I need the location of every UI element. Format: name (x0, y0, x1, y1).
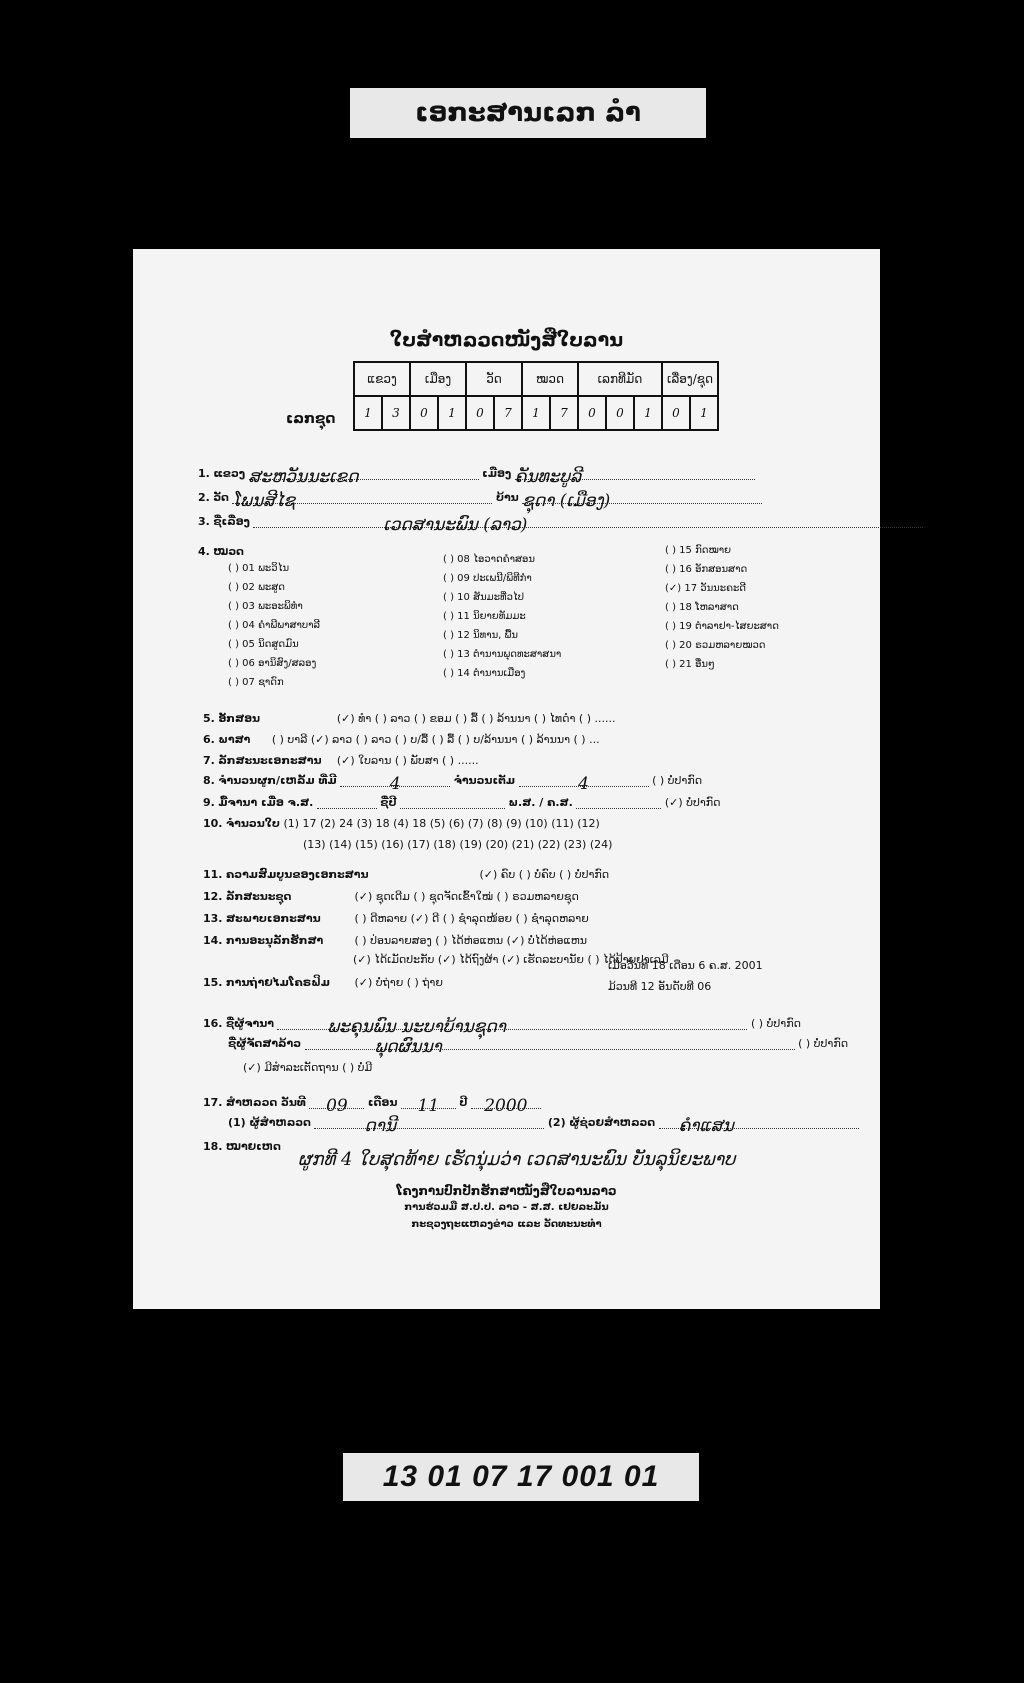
code-label: ເລກຊຸດ (286, 411, 336, 427)
field-label: ພາສາ (218, 733, 251, 746)
remarks-value: ຜູກທີ 4 ໃບສຸດທ້າຍ ເຮັດນຸ່ມວ່າ ເວດສານະພົນ ບັນລຸນິຍະພາບ (298, 1149, 736, 1170)
survey-month: 11 (401, 1096, 456, 1109)
field-leaf-count-row (203, 817, 600, 830)
assistant-value: ຄໍາແສນ (659, 1116, 859, 1129)
field-label: ຊື່ຜູ້ຈັດສາລ້າວ (228, 1037, 302, 1050)
field-number: 9. (203, 796, 215, 809)
field-label: ບ້ານ (495, 491, 519, 504)
record-options[interactable]: (✓) ມີສໍາລະເຕັດຖານ ( ) ບໍ່ມີ (243, 1061, 373, 1074)
field-label: (1) ຜູ້ສໍາຫລວດ (228, 1116, 311, 1129)
field-label: ຊື່ຜູ້ຈານາ (226, 1017, 274, 1030)
surveyor-value: ດານີ (314, 1116, 544, 1129)
year-name-line (400, 796, 505, 809)
field-option[interactable]: ( ) ບໍ່ປາກົດ (652, 774, 703, 787)
field-label: ການຖ່າຍໄມໂຄຣຟິມ (226, 976, 330, 989)
category-option[interactable]: ( ) 10 ສັນມະທີ່ວໄປ (443, 592, 525, 603)
document-type-options[interactable]: (✓) ໃບລານ ( ) ພັບສາ ( ) ...... (336, 754, 479, 767)
code-digit: 7 (550, 396, 578, 430)
category-option[interactable]: ( ) 02 ພະສູດ (228, 582, 285, 593)
field-remarks-row (203, 1140, 281, 1153)
code-digit: 1 (690, 396, 718, 430)
cs-year-line (317, 796, 377, 809)
category-option[interactable]: ( ) 14 ຕໍານານເມືອງ (443, 668, 526, 679)
code-digit-row (354, 396, 718, 430)
field-temple-row (198, 491, 762, 511)
field-label: ຄວາມສົມບູນຂອງເອກະສານ (226, 868, 369, 881)
copyist-value: ພະຄຸນພົນ ນະບາບ້ານຊຸດາ (277, 1017, 747, 1030)
code-digit: 0 (606, 396, 634, 430)
category-option[interactable]: ( ) 05 ນິດສູດມົນ (228, 639, 299, 650)
field-option[interactable]: (✓) ບໍ່ປາກົດ (664, 796, 721, 809)
category-option[interactable]: ( ) 12 ນິທານ, ພື້ນ (443, 630, 518, 641)
category-option[interactable]: ( ) 06 ອານິສົງ/ສລອງ (228, 658, 317, 669)
code-digit: 0 (466, 396, 494, 430)
field-label: ສໍາຫລວດ ວັນທີ (226, 1096, 306, 1109)
survey-day: 09 (309, 1096, 364, 1109)
category-option[interactable]: ( ) 03 ພະອະພິທໍາ (228, 601, 303, 612)
code-header: ແຂວງ (354, 362, 410, 396)
field-label: ວັດ (213, 491, 229, 504)
title-value: ເວດສານະພົນ (ລາວ) (253, 515, 923, 528)
field-number: 16. (203, 1017, 223, 1030)
code-digit: 0 (410, 396, 438, 430)
field-label: (2) ຜູ້ຊ່ວຍສໍາຫລວດ (547, 1116, 656, 1129)
conservation-options[interactable]: ( ) ປ່ອນລາຍສອງ ( ) ໄດ້ຫ່ອແຫນ (✓) ບໍ່ໄດ້ຫ່ອແຫນ (354, 934, 587, 947)
field-label: ເມືອງ (482, 467, 512, 480)
field-label: ເດືອນ (367, 1096, 398, 1109)
field-number: 6. (203, 733, 215, 746)
province-value: ສະຫວັນນະເຂດ (249, 467, 479, 480)
field-label: ຈໍານວນໃບ (226, 817, 280, 830)
field-label: ລັກສະນະເອກະສານ (218, 754, 322, 767)
field-condition-row (203, 912, 589, 925)
field-number: 1. (198, 467, 210, 480)
category-option[interactable]: ( ) 11 ນິຍາຍທັມມະ (443, 611, 526, 622)
category-option[interactable]: ( ) 21 ອື່ນໆ (665, 659, 715, 670)
field-document-type-row (203, 754, 479, 767)
category-option[interactable]: ( ) 13 ຕໍານານພຸດທະສາສນາ (443, 649, 562, 660)
code-table (353, 361, 719, 431)
field-province-row (198, 467, 755, 487)
field-number: 14. (203, 934, 223, 947)
field-number: 12. (203, 890, 223, 903)
field-number: 11. (203, 868, 223, 881)
code-digit: 0 (578, 396, 606, 430)
header-label: ເອກະສານເລກ ລໍາ (350, 88, 706, 138)
field-number: 4. (198, 545, 210, 558)
leaf-count-line: (1) 17 (2) 24 (3) 18 (4) 18 (5) (6) (7) (8) (9) (10) (11) (12) (283, 817, 600, 830)
temple-value: ໂພນສີໄຊ (232, 491, 492, 504)
survey-year: 2000 (471, 1096, 541, 1109)
field-number: 2. (198, 491, 210, 504)
field-label: ຈໍານວນຜູກ/ເຫລັ້ມ ທີ່ມີ (218, 774, 337, 787)
field-sponsor-row (228, 1037, 849, 1057)
field-volume-count-row (203, 774, 703, 794)
code-digit: 3 (382, 396, 410, 430)
code-header: ເມືອງ (410, 362, 466, 396)
code-header: ໝວດ (522, 362, 578, 396)
field-completeness-row (203, 868, 609, 881)
district-value: ຄັນທະບູລີ (515, 467, 755, 480)
microfilm-options[interactable]: (✓) ບໍ່ຖ່າຍ ( ) ຖ່າຍ (354, 976, 443, 989)
category-option[interactable]: ( ) 08 ໄອວາດຄໍາສອນ (443, 554, 535, 565)
category-option[interactable]: ( ) 01 ພະວິໄນ (228, 563, 290, 574)
category-option[interactable]: ( ) 16 ອັກສອນສາດ (665, 564, 748, 575)
field-number: 8. (203, 774, 215, 787)
field-date-written-row (203, 796, 721, 809)
full-count-value: 4 (519, 774, 649, 787)
category-option[interactable]: ( ) 07 ຊາດົກ (228, 677, 284, 688)
field-label: ໝວດ (213, 545, 244, 558)
field-script-row (203, 712, 615, 725)
field-label: ຊື່ເລື່ອງ (213, 515, 250, 528)
set-type-options[interactable]: (✓) ຊຸດເດີມ ( ) ຊຸດຈັດເຂົ້າໃໝ່ ( ) ຣວມຫລາຍຊຸດ (354, 890, 579, 903)
field-number: 15. (203, 976, 223, 989)
field-label: ພ.ສ. / ຄ.ສ. (508, 796, 573, 809)
field-option[interactable]: ( ) ບໍ່ປາກົດ (750, 1017, 801, 1030)
footer-cooperation: ການຮ່ວມມື ສ.ປ.ປ. ລາວ - ສ.ສ. ເຢຍລະມັນ (404, 1202, 609, 1213)
sponsor-value: ພຸດຜົນນາ (305, 1037, 795, 1050)
field-label: ປີ (459, 1096, 468, 1109)
field-category-row (198, 545, 244, 558)
condition-options[interactable]: ( ) ດີຫລາຍ (✓) ດີ ( ) ຊໍາລຸດໜ້ອຍ ( ) ຊໍາລຸດຫລາຍ (354, 912, 589, 925)
conservation-options-2[interactable]: (✓) ໄດ້ເມັດປະກັບ (✓) ໄດ້ຖົງຜ້າ (✓) ເຮັດລະບານັຍ ( ) ໄດ້ປ້າຍຢາເລມີ (353, 953, 669, 966)
field-number: 10. (203, 817, 223, 830)
village-value: ຊຸດາ (ເມືອງ) (522, 491, 762, 504)
field-label: ມື້ຈານາ ເມື່ອ ຈ.ສ. (218, 796, 314, 809)
field-label: ລັກສະນະຊຸດ (226, 890, 292, 903)
code-digit: 0 (662, 396, 690, 430)
field-conservation-row (203, 934, 587, 947)
document-code-label: 13 01 07 17 001 01 (343, 1453, 699, 1501)
code-digit: 1 (522, 396, 550, 430)
field-copyist-row (203, 1017, 801, 1037)
language-options[interactable]: ( ) ບາລີ (✓) ລາວ ( ) ລາວ ( ) ບ/ລື້ ( ) ລື້ ( ) ບ/ລ້ານນາ ( ) ລ້ານນາ ( ) ... (271, 733, 600, 746)
script-options[interactable]: (✓) ທໍາ ( ) ລາວ ( ) ຂອມ ( ) ລື້ ( ) ລ້ານນາ ( ) ໄທດໍາ ( ) ...... (336, 712, 616, 725)
code-header-row (354, 362, 718, 396)
field-label: ແຂວງ (213, 467, 246, 480)
microfilm-roll: ມ້ວນທີ 12 ອັນດັບທີ 06 (608, 980, 712, 993)
code-digit: 1 (354, 396, 382, 430)
code-header: ເລື່ອງ/ຊຸດ (662, 362, 718, 396)
be-year-line (576, 796, 661, 809)
field-number: 13. (203, 912, 223, 925)
field-survey-date-row (203, 1096, 541, 1116)
completeness-options[interactable]: (✓) ຄົບ ( ) ບໍ່ຄົບ ( ) ບໍ່ປາກົດ (479, 868, 610, 881)
form-title: ໃບສໍາຫລວດໜັງສືໃບລານ (389, 329, 624, 351)
field-option[interactable]: ( ) ບໍ່ປາກົດ (798, 1037, 849, 1050)
field-number: 17. (203, 1096, 223, 1109)
field-label: ຊື່ປີ (380, 796, 397, 809)
category-option[interactable]: ( ) 20 ຣວມຫລາຍໝວດ (665, 640, 766, 651)
field-microfilm-row (203, 976, 443, 989)
category-option[interactable]: ( ) 09 ປະເພນີ/ພິທີກໍາ (443, 573, 532, 584)
field-title-row (198, 515, 923, 535)
category-option[interactable]: ( ) 15 ກົດໝາຍ (665, 545, 732, 556)
field-surveyors-row (228, 1116, 859, 1136)
code-digit: 1 (634, 396, 662, 430)
field-number: 7. (203, 754, 215, 767)
field-label: ການອະນຸລັກຮັກສາ (226, 934, 324, 947)
field-label: ໝາຍເຫດ (226, 1140, 281, 1153)
code-header: ວັດ (466, 362, 522, 396)
leaf-count-line-2: (13) (14) (15) (16) (17) (18) (19) (20) (21) (22) (23) (24) (303, 838, 613, 851)
field-number: 18. (203, 1140, 223, 1153)
survey-form-sheet (133, 249, 880, 1309)
field-set-type-row (203, 890, 579, 903)
field-number: 5. (203, 712, 215, 725)
footer-project: ໂຄງການປົກປັກຮັກສາໜັງສືໃບລານລາວ (396, 1184, 617, 1198)
category-option[interactable]: (✓) 17 ວັນນະຄະດີ (665, 583, 746, 594)
microfilm-date: ເມື່ອວັນທີ 18 ເດືອນ 6 ຄ.ສ. 2001 (608, 959, 763, 972)
category-option[interactable]: ( ) 18 ໂຫລາສາດ (665, 602, 739, 613)
category-option[interactable]: ( ) 19 ຕໍາລາຢາ-ໄສຍະສາດ (665, 621, 779, 632)
category-option[interactable]: ( ) 04 ຄໍາພີພາສາບາລີ (228, 620, 321, 631)
footer-ministry: ກະຊວງຖະແຫລງຂ່າວ ແລະ ວັດທະນະທໍາ (411, 1219, 602, 1230)
field-label: ຈໍານວນເຕັມ (453, 774, 516, 787)
field-language-row (203, 733, 600, 746)
code-digit: 7 (494, 396, 522, 430)
code-digit: 1 (438, 396, 466, 430)
field-label: ສະພາບເອກະສານ (226, 912, 321, 925)
volume-count-value: 4 (340, 774, 450, 787)
field-label: ອັກສອນ (218, 712, 261, 725)
code-header: ເລກທີມັດ (578, 362, 662, 396)
field-number: 3. (198, 515, 210, 528)
